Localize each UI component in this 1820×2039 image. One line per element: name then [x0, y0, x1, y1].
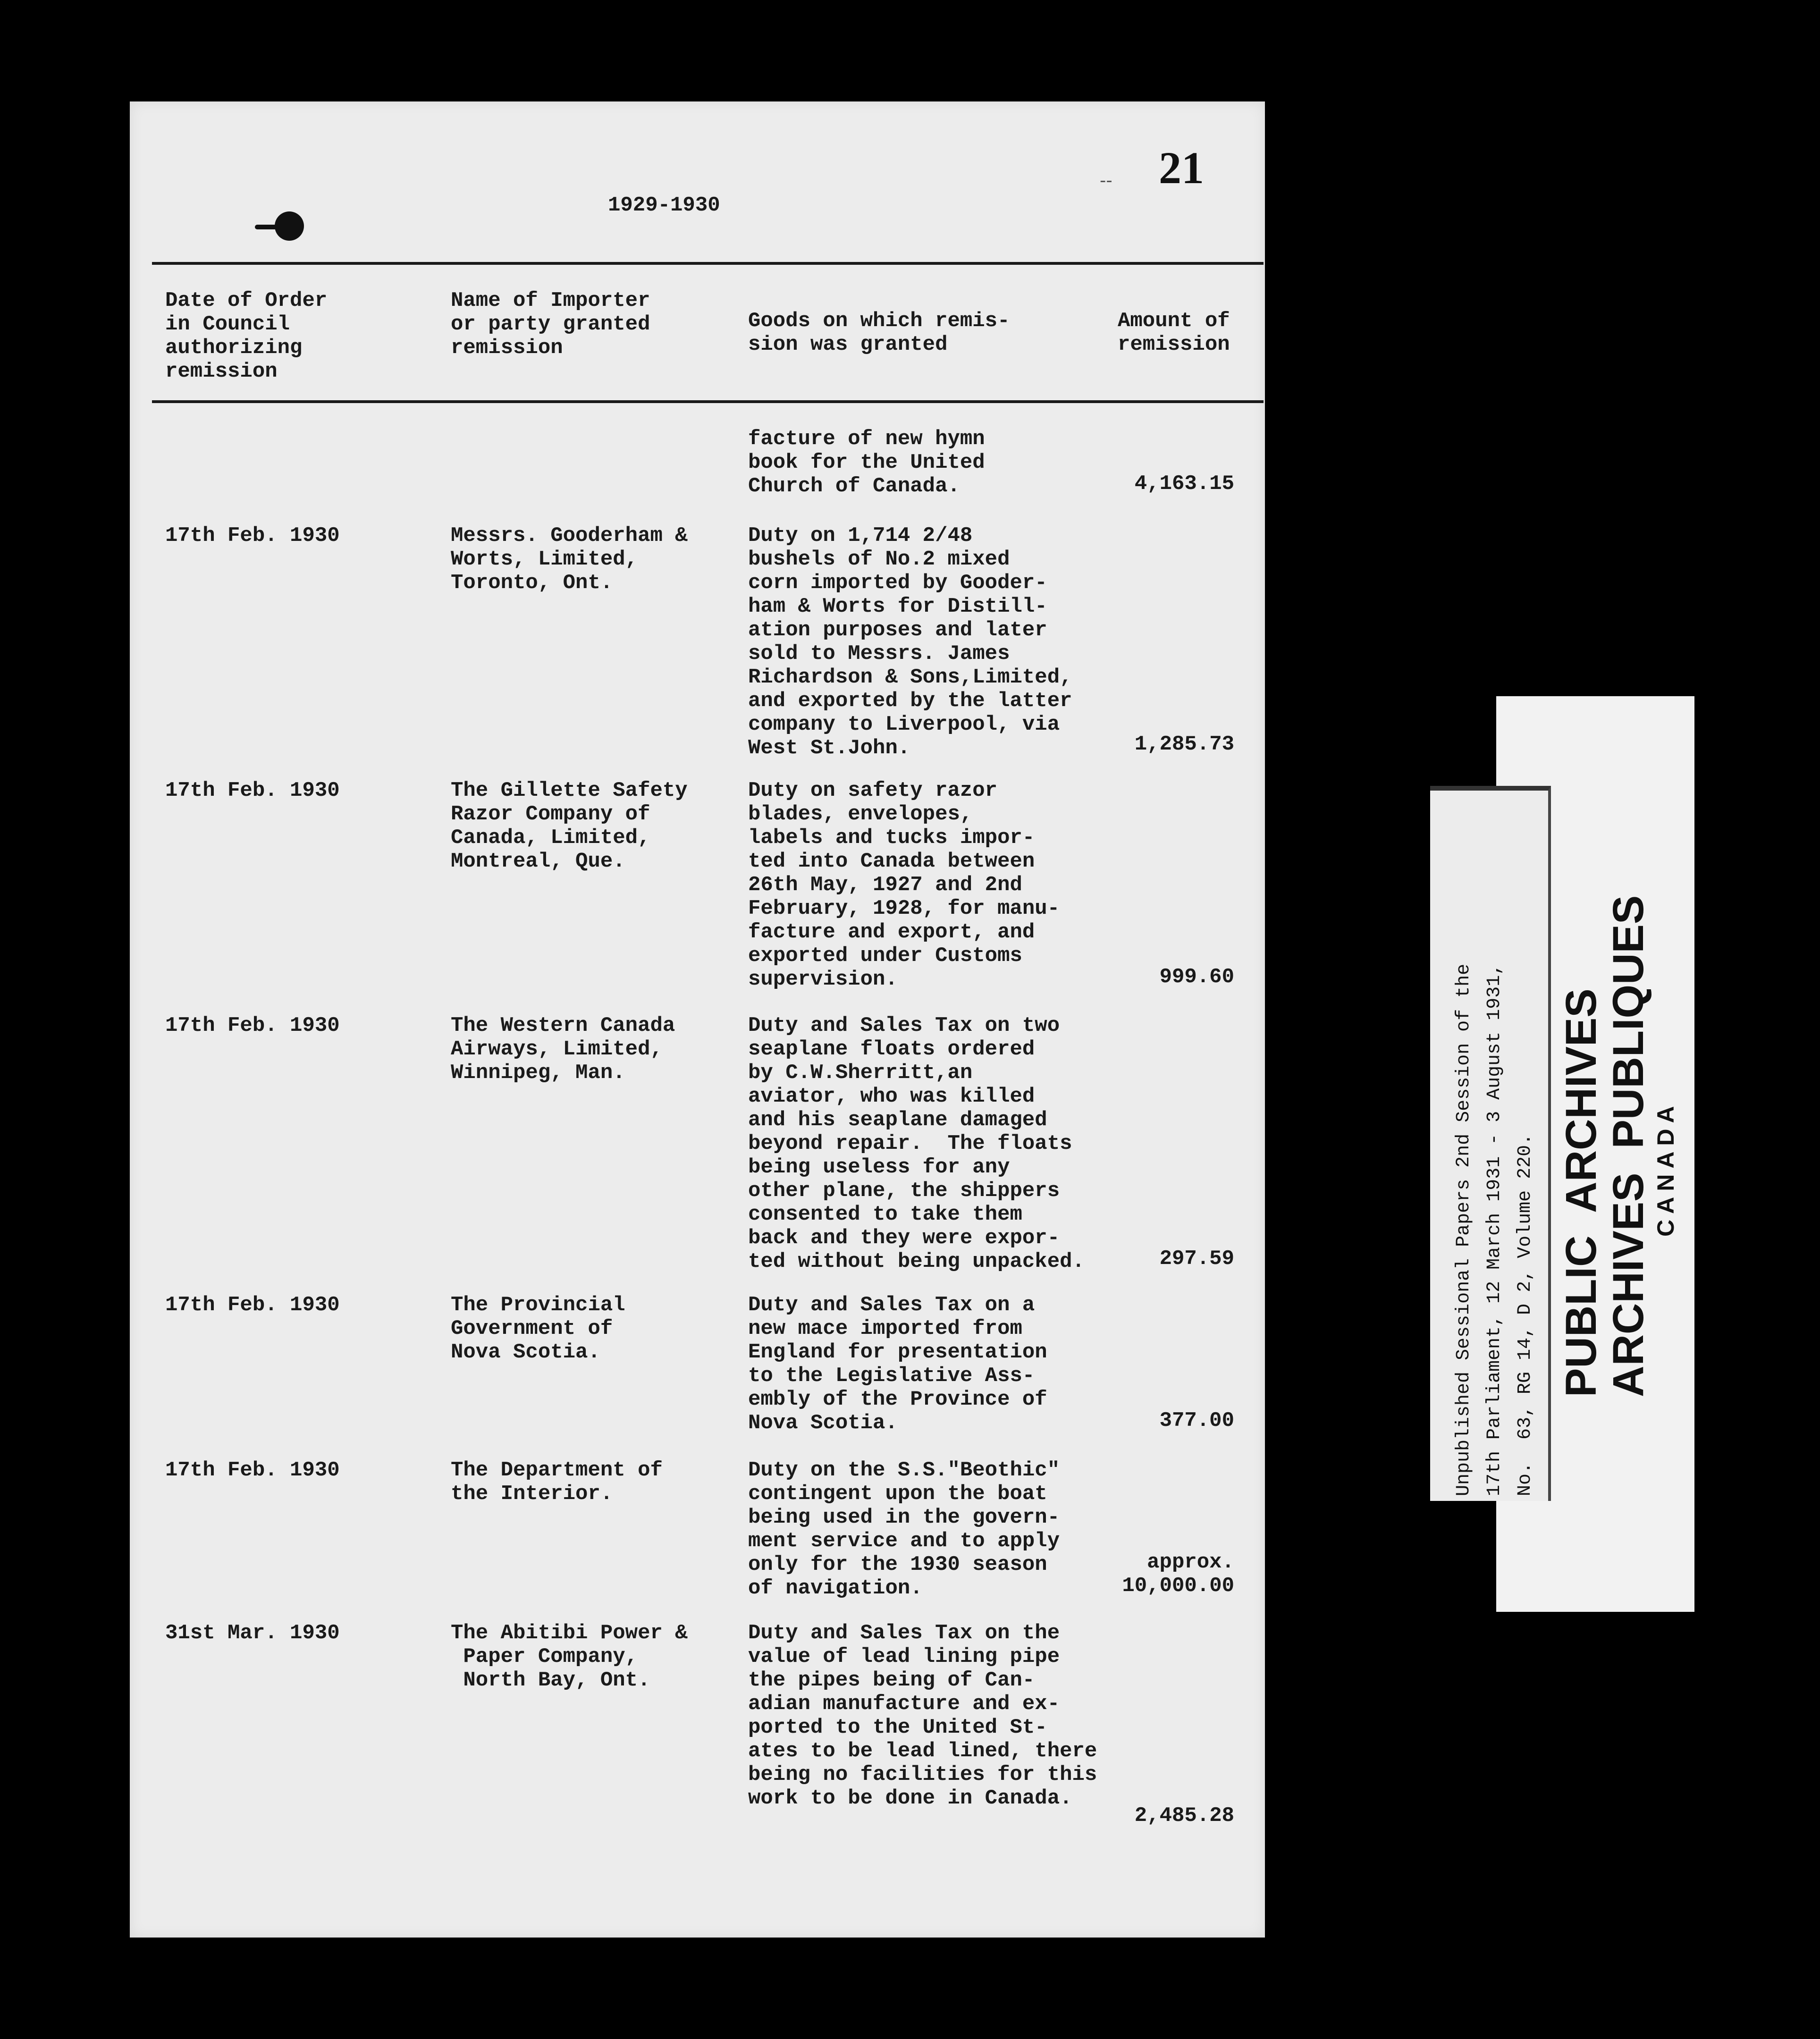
table-row-date: 17th Feb. 1930: [165, 779, 340, 802]
table-row-goods: Duty on 1,714 2/48 bushels of No.2 mixed corn imported by Gooder- ham & Worts for Distill- ation purposes and later sold to Messrs. James Richardson & Sons,Limited, and exported by the latter company to Liverpool, via West St.John.: [748, 524, 1072, 760]
column-header-amount: Amount of remission: [1118, 309, 1230, 356]
table-row-amount: 297.59: [1159, 1247, 1234, 1271]
table-row-amount: 377.00: [1159, 1409, 1234, 1432]
column-header-goods: Goods on which remis- sion was granted: [748, 309, 1010, 356]
table-row-goods: Duty and Sales Tax on the value of lead lining pipe the pipes being of Can- adian manufacture and ex- ported to the United St- ates to be lead lined, there being no facilities for this work to be done in Canada.: [748, 1621, 1097, 1810]
table-row-importer: The Western Canada Airways, Limited, Winnipeg, Man.: [451, 1014, 675, 1085]
table-row-amount: 2,485.28: [1134, 1804, 1234, 1828]
table-row-date: 31st Mar. 1930: [165, 1621, 340, 1645]
table-row-amount: 4,163.15: [1134, 472, 1234, 496]
archive-name-french: ARCHIVES PUBLIQUES: [1604, 895, 1652, 1397]
table-row-date: 17th Feb. 1930: [165, 524, 340, 548]
column-header-date: Date of Order in Council authorizing remission: [165, 289, 328, 383]
header-rule-top: [152, 262, 1264, 265]
page-number: 21: [1159, 143, 1204, 193]
archive-name-english: PUBLIC ARCHIVES: [1557, 988, 1605, 1397]
table-row-goods: Duty on safety razor blades, envelopes, labels and tucks impor- ted into Canada between 26th May, 1927 and 2nd February, 1928, for manu- facture and export, and exported under Customs supervision.: [748, 779, 1060, 991]
citation-line-1: Unpublished Sessional Papers 2nd Session of the: [1453, 963, 1475, 1496]
table-row-date: 17th Feb. 1930: [165, 1293, 340, 1317]
table-row-importer: Messrs. Gooderham & Worts, Limited, Toronto, Ont.: [451, 524, 688, 595]
table-row-date: 17th Feb. 1930: [165, 1458, 340, 1482]
punch-hole: [275, 211, 304, 241]
table-row-importer: The Gillette Safety Razor Company of Canada, Limited, Montreal, Que.: [451, 779, 688, 873]
header-rule-bottom: [152, 400, 1264, 403]
table-row-importer: The Department of the Interior.: [451, 1458, 663, 1506]
table-row-goods: Duty on the S.S."Beothic" contingent upon the boat being used in the govern- ment service and to apply only for the 1930 season of navigation.: [748, 1458, 1060, 1600]
fiscal-year-title: 1929-1930: [608, 194, 720, 217]
table-row-goods: Duty and Sales Tax on a new mace imported from England for presentation to the Legislative Ass- embly of the Province of Nova Scotia.: [748, 1293, 1047, 1435]
page-mark: --: [1100, 170, 1112, 191]
table-row-goods: Duty and Sales Tax on two seaplane floats ordered by C.W.Sherritt,an aviator, who was killed and his seaplane damaged beyond repair. The floats being useless for any other plane, the shippers consented to take them back and they were expor- ted without being unpacked.: [748, 1014, 1085, 1273]
table-row-amount: approx. 10,000.00: [1122, 1550, 1234, 1598]
table-row-date: 17th Feb. 1930: [165, 1014, 340, 1037]
citation-line-2: 17th Parliament, 12 March 1931 - 3 August 1931,: [1484, 963, 1505, 1496]
citation-line-3: No. 63, RG 14, D 2, Volume 220.: [1515, 1133, 1536, 1496]
table-row-goods: facture of new hymn book for the United Church of Canada.: [748, 427, 985, 498]
table-row-amount: 999.60: [1159, 965, 1234, 989]
table-row-importer: The Abitibi Power & Paper Company, North Bay, Ont.: [451, 1621, 688, 1692]
column-header-importer: Name of Importer or party granted remission: [451, 289, 650, 360]
table-row-amount: 1,285.73: [1134, 733, 1234, 756]
table-row-importer: The Provincial Government of Nova Scotia.: [451, 1293, 625, 1364]
archive-country: CANADA: [1652, 1100, 1679, 1237]
